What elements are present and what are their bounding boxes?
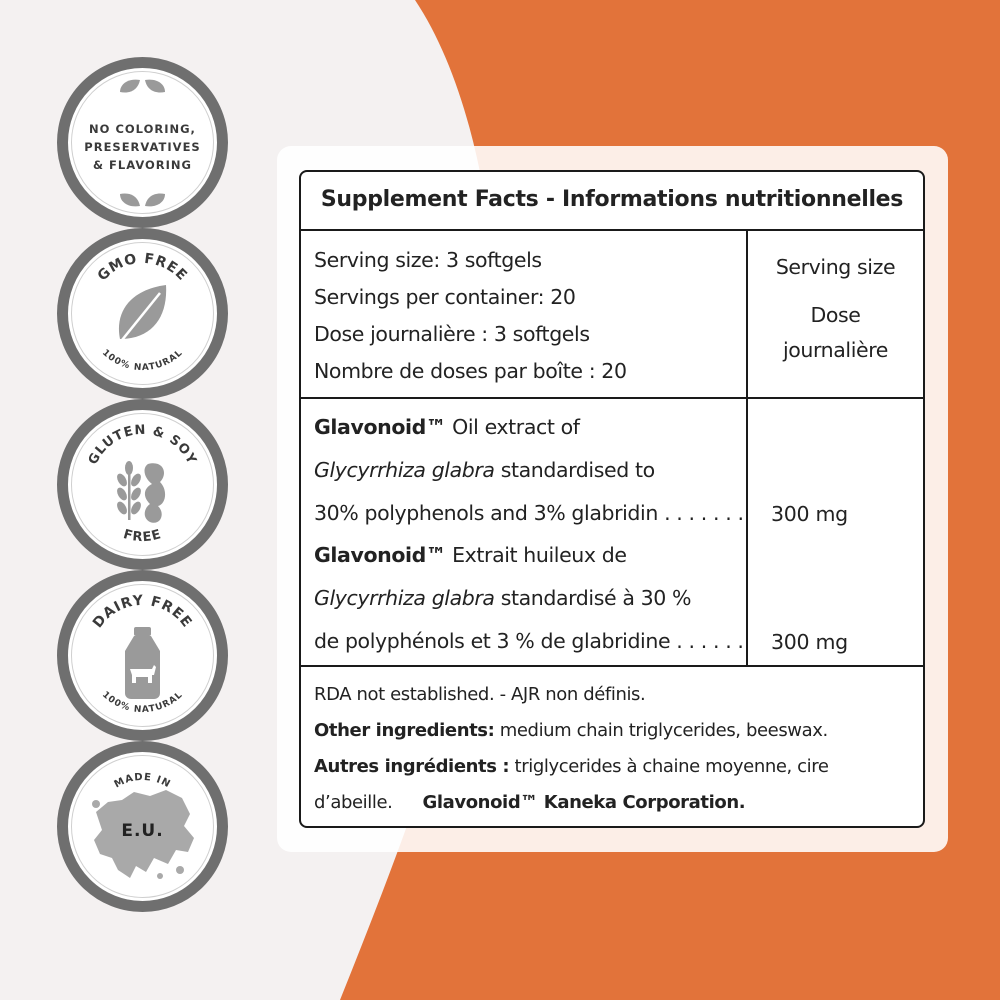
badge-made-in-eu xyxy=(56,740,229,913)
ingredient-dose: 300 mg xyxy=(771,502,848,526)
badge-no-coloring xyxy=(56,56,229,229)
badge-gluten-soy-free xyxy=(56,398,229,571)
ingredient-desc: 30% polyphenols and 3% glabridin xyxy=(314,501,658,525)
other-ingredients-text: medium chain triglycerides, beeswax. xyxy=(494,720,828,741)
ingredient-name: Glavonoid™ xyxy=(314,543,447,567)
rda-note: RDA not established. - AJR non définis. xyxy=(314,684,646,705)
ingredient-dose: 300 mg xyxy=(771,630,848,654)
facts-footer xyxy=(314,677,914,821)
ingredient-desc: de polyphénols et 3 % de glabridine xyxy=(314,629,671,653)
badge-top-text: MADE IN xyxy=(112,771,173,791)
leader-dots: . . . . . . xyxy=(670,629,744,653)
autres-ingredients-label: Autres ingrédients : xyxy=(314,756,510,777)
header-line: journalière xyxy=(782,338,889,362)
supplement-facts-panel xyxy=(299,170,925,828)
ingredient-desc: Extrait huileux de xyxy=(446,543,627,567)
serving-line: Serving size: 3 softgels xyxy=(314,248,542,272)
autres-ingredients-text: d’abeille. xyxy=(314,792,393,813)
badge-dairy-free xyxy=(56,569,229,742)
serving-line: Servings per container: 20 xyxy=(314,285,576,309)
header-line: Dose xyxy=(810,303,861,327)
ingredient-species: Glycyrrhiza glabra xyxy=(314,586,495,610)
leader-dots: . . . . . . . xyxy=(657,501,744,525)
serving-line: Nombre de doses par boîte : 20 xyxy=(314,359,627,383)
badge-top-text: DAIRY FREE xyxy=(89,592,196,632)
ingredient-species: Glycyrrhiza glabra xyxy=(314,458,495,482)
badge-gmo-free xyxy=(56,227,229,400)
badge-line: PRESERVATIVES xyxy=(84,140,201,154)
badge-line: NO COLORING, xyxy=(89,122,196,136)
other-ingredients-label: Other ingredients: xyxy=(314,720,495,741)
badge-line: & FLAVORING xyxy=(92,158,193,172)
badge-center-text: E.U. xyxy=(121,821,164,841)
ingredient-name: Glavonoid™ xyxy=(314,415,447,439)
badge-bottom-text: FREE xyxy=(121,527,164,546)
autres-ingredients-text: triglycerides à chaine moyenne, cire xyxy=(509,756,829,777)
section-divider xyxy=(301,665,923,667)
section-divider xyxy=(301,397,923,399)
badge-bottom-text: 100% NATURAL xyxy=(100,689,185,716)
badge-bottom-text: 100% NATURAL xyxy=(100,347,185,374)
badge-top-text: GLUTEN & SOY xyxy=(85,422,200,468)
serving-line: Dose journalière : 3 softgels xyxy=(314,322,590,346)
trademark-note: Glavonoid™ Kaneka Corporation. xyxy=(422,792,746,813)
badge-top-text: GMO FREE xyxy=(94,250,191,285)
header-line: Serving size xyxy=(775,255,896,279)
serving-info xyxy=(314,242,627,390)
ingredient-desc: standardised to xyxy=(494,458,655,482)
serving-column-header xyxy=(748,250,923,368)
ingredient-fr xyxy=(314,534,744,663)
ingredient-en xyxy=(314,406,744,535)
ingredient-desc: standardisé à 30 % xyxy=(494,586,692,610)
facts-title: Supplement Facts - Informations nutritionnelles xyxy=(301,172,923,231)
ingredient-desc: Oil extract of xyxy=(446,415,580,439)
